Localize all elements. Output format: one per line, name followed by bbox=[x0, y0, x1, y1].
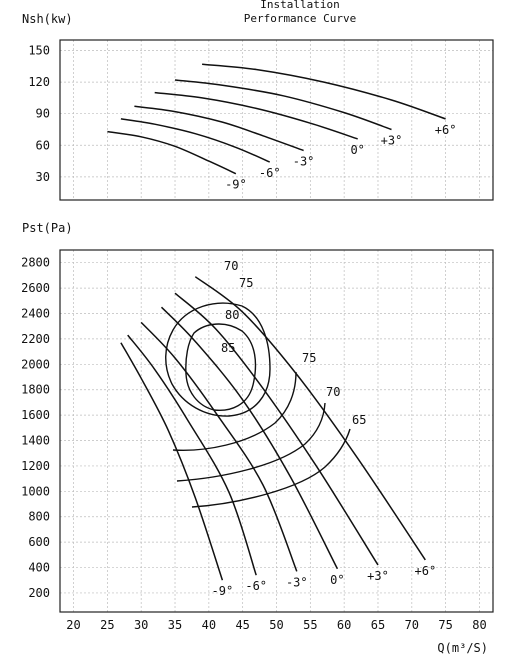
power-y-tick-labels bbox=[28, 44, 50, 184]
efficiency-label-70-top: 70 bbox=[224, 259, 239, 273]
efficiency-contour-65 bbox=[192, 429, 350, 507]
curve-minus9 bbox=[107, 132, 236, 174]
y-tick-label: 2800 bbox=[21, 255, 50, 270]
y-tick-label: 30 bbox=[35, 169, 50, 184]
curve-minus3 bbox=[134, 106, 303, 150]
curve-label-plus6: +6° bbox=[414, 563, 437, 578]
y-tick-label: 2600 bbox=[21, 281, 50, 296]
x-tick-label: 20 bbox=[66, 618, 81, 632]
x-tick-label: 30 bbox=[133, 618, 149, 632]
y-tick-label: 2200 bbox=[21, 331, 50, 346]
x-tick-label: 60 bbox=[336, 618, 352, 632]
efficiency-label-75: 75 bbox=[302, 351, 317, 365]
curve-plus6 bbox=[202, 64, 446, 119]
curve-label-minus9: -9° bbox=[225, 177, 247, 192]
efficiency-contour-85 bbox=[186, 324, 256, 410]
pressure-curve-labels bbox=[212, 564, 437, 598]
figure-title-line2: Performance Curve bbox=[243, 12, 357, 25]
efficiency-contour-70 bbox=[177, 403, 325, 481]
y-tick-label: 1400 bbox=[21, 433, 50, 448]
pressure-x-tick-labels bbox=[66, 618, 486, 632]
pressure-grid bbox=[60, 250, 493, 612]
y-tick-label: 60 bbox=[35, 138, 50, 153]
x-tick-label: 80 bbox=[472, 618, 487, 632]
pressure-y-tick-labels bbox=[21, 256, 50, 600]
curve-label-0: 0° bbox=[330, 572, 345, 587]
efficiency-label-75-top: 75 bbox=[239, 276, 254, 290]
curve-label-minus3: -3° bbox=[292, 154, 315, 169]
curve-plus3 bbox=[175, 293, 378, 565]
y-tick-label: 2000 bbox=[21, 357, 50, 372]
x-tick-label: 70 bbox=[404, 618, 420, 632]
y-tick-label: 1600 bbox=[21, 408, 50, 423]
pressure-chart bbox=[21, 221, 493, 655]
pressure-x-axis-label: Q(m³/S) bbox=[437, 641, 488, 655]
curve-minus9 bbox=[121, 343, 222, 581]
efficiency-label-70: 70 bbox=[326, 385, 341, 399]
y-tick-label: 1800 bbox=[21, 382, 50, 397]
y-tick-label: 150 bbox=[28, 43, 50, 58]
y-tick-label: 400 bbox=[28, 560, 50, 575]
efficiency-label-85: 85 bbox=[221, 341, 236, 355]
pressure-y-axis-label: Pst(Pa) bbox=[22, 221, 73, 235]
power-chart bbox=[22, 12, 493, 200]
curve-label-minus9: -9° bbox=[211, 584, 234, 599]
power-y-axis-label: Nsh(kw) bbox=[22, 12, 73, 26]
x-tick-label: 50 bbox=[269, 618, 284, 632]
x-tick-label: 55 bbox=[303, 618, 318, 632]
efficiency-contour-80 bbox=[166, 303, 270, 416]
x-tick-label: 35 bbox=[167, 618, 183, 632]
y-tick-label: 120 bbox=[28, 75, 50, 90]
pressure-curves bbox=[121, 277, 425, 584]
x-tick-label: 65 bbox=[370, 618, 386, 632]
y-tick-label: 90 bbox=[35, 106, 50, 121]
y-tick-label: 800 bbox=[28, 509, 50, 524]
x-tick-label: 75 bbox=[438, 618, 453, 632]
curve-minus6 bbox=[128, 335, 257, 575]
curve-label-plus3: +3° bbox=[367, 569, 389, 584]
curve-plus3 bbox=[175, 80, 392, 130]
curve-label-minus6: -6° bbox=[258, 166, 281, 181]
curve-label-0: 0° bbox=[350, 142, 365, 157]
curve-label-plus6: +6° bbox=[434, 122, 457, 137]
y-tick-label: 600 bbox=[28, 535, 50, 550]
y-tick-label: 200 bbox=[28, 585, 50, 600]
x-tick-label: 45 bbox=[235, 618, 250, 632]
y-tick-label: 1200 bbox=[21, 458, 50, 473]
x-tick-label: 40 bbox=[201, 618, 217, 632]
figure-title-line1: Installation bbox=[260, 0, 340, 11]
efficiency-label-65: 65 bbox=[352, 413, 367, 427]
efficiency-label-80: 80 bbox=[225, 308, 240, 322]
curve-label-minus3: -3° bbox=[285, 575, 308, 590]
curve-label-minus6: -6° bbox=[245, 579, 268, 594]
y-tick-label: 1000 bbox=[21, 484, 50, 499]
x-tick-label: 25 bbox=[100, 618, 115, 632]
curve-label-plus3: +3° bbox=[380, 133, 403, 148]
curve-0 bbox=[155, 93, 358, 139]
y-tick-label: 2400 bbox=[21, 306, 50, 321]
